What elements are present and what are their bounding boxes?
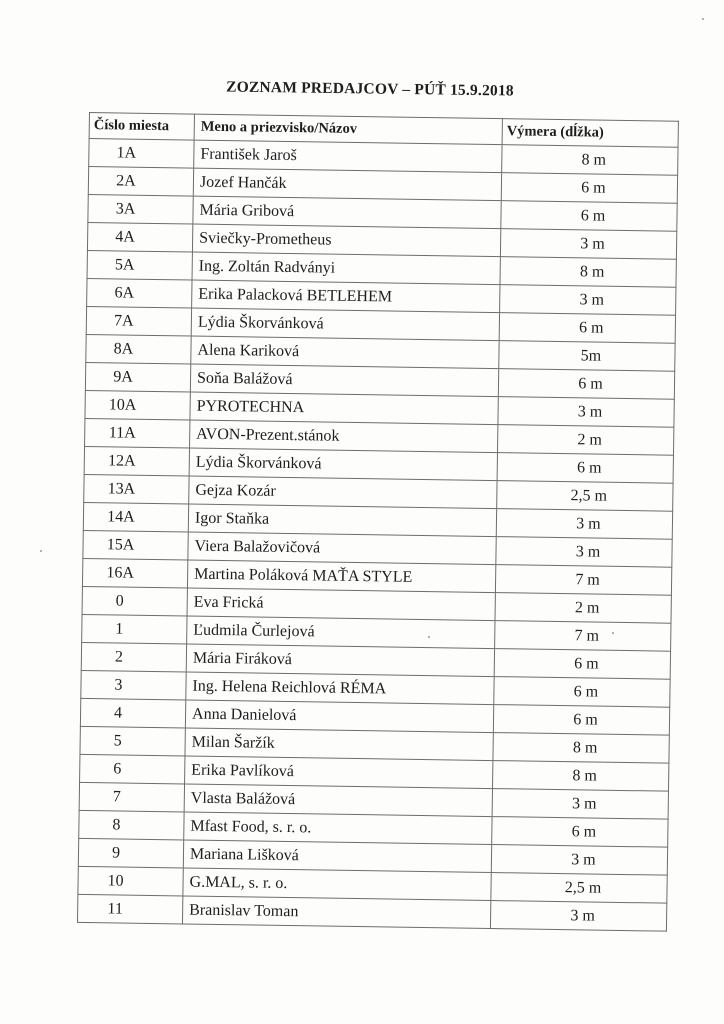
header-area: Výmera (dĺžka) <box>502 119 678 148</box>
cell-name: Mariana Lišková <box>183 840 491 873</box>
header-name: Meno a priezvisko/Názov <box>194 114 502 145</box>
cell-area: 3 m <box>496 509 672 540</box>
cell-area: 8 m <box>502 145 678 176</box>
cell-name: Jozef Hančák <box>193 168 501 201</box>
cell-name: Erika Pavlíková <box>185 756 493 789</box>
cell-name: Viera Balažovičová <box>188 532 496 565</box>
cell-place: 12A <box>84 446 189 476</box>
cell-place: 2A <box>88 167 193 197</box>
scan-speck <box>40 550 42 552</box>
cell-name: Eva Frická <box>187 588 495 621</box>
cell-name: G.MAL, s. r. o. <box>183 868 491 901</box>
cell-place: 16A <box>82 558 187 588</box>
document-title: ZOZNAM PREDAJCOV – PÚŤ 15.9.2018 <box>226 78 514 100</box>
cell-name: Lýdia Škorvánková <box>191 308 499 341</box>
cell-place: 10A <box>85 390 190 420</box>
vendor-table <box>77 112 679 932</box>
cell-area: 3 m <box>500 285 676 316</box>
cell-area: 6 m <box>493 705 669 736</box>
cell-name: AVON-Prezent.stánok <box>190 420 498 453</box>
cell-area: 2 m <box>497 425 673 456</box>
cell-place: 8A <box>86 334 191 364</box>
cell-name: Sviečky-Prometheus <box>192 224 500 257</box>
scan-speck <box>612 632 614 634</box>
cell-name: Branislav Toman <box>182 896 490 929</box>
cell-name: Milan Šaržík <box>185 728 493 761</box>
cell-name: Martina Poláková MAŤA STYLE <box>187 560 495 593</box>
cell-area: 3 m <box>492 789 668 820</box>
cell-area: 2,5 m <box>497 481 673 512</box>
cell-area: 7 m <box>495 565 671 596</box>
cell-name: Lýdia Škorvánková <box>189 448 497 481</box>
cell-area: 3 m <box>498 397 674 428</box>
cell-name: Erika Palacková BETLEHEM <box>192 280 500 313</box>
cell-area: 6 m <box>492 817 668 848</box>
cell-name: PYROTECHNA <box>190 392 498 425</box>
cell-place: 5 <box>80 726 185 756</box>
cell-place: 1 <box>82 614 187 644</box>
cell-area: 2 m <box>495 593 671 624</box>
cell-place: 5A <box>87 250 192 280</box>
cell-area: 6 m <box>494 649 670 680</box>
cell-name: František Jaroš <box>194 140 502 173</box>
cell-area: 3 m <box>490 901 666 932</box>
scan-speck <box>702 18 704 20</box>
cell-place: 11 <box>77 894 182 924</box>
cell-area: 6 m <box>501 201 677 232</box>
cell-place: 8 <box>79 810 184 840</box>
cell-name: Soňa Balážová <box>190 364 498 397</box>
cell-place: 15A <box>83 530 188 560</box>
cell-area: 6 m <box>494 677 670 708</box>
cell-area: 3 m <box>500 229 676 260</box>
cell-name: Mfast Food, s. r. o. <box>184 812 492 845</box>
cell-place: 6 <box>80 754 185 784</box>
cell-name: Mária Firáková <box>186 644 494 677</box>
cell-area: 8 m <box>493 733 669 764</box>
cell-name: Gejza Kozár <box>189 476 497 509</box>
cell-name: Ing. Helena Reichlová RÉMA <box>186 672 494 705</box>
cell-name: Vlasta Balážová <box>184 784 492 817</box>
scan-speck <box>428 636 430 638</box>
cell-name: Ľudmila Čurlejová <box>187 616 495 649</box>
cell-area: 3 m <box>496 537 672 568</box>
cell-place: 14A <box>83 502 188 532</box>
header-place-number: Číslo miesta <box>89 113 194 141</box>
cell-area: 8 m <box>500 257 676 288</box>
cell-name: Igor Staňka <box>188 504 496 537</box>
cell-place: 13A <box>84 474 189 504</box>
cell-name: Ing. Zoltán Radványi <box>192 252 500 285</box>
cell-place: 6A <box>87 278 192 308</box>
cell-area: 6 m <box>497 453 673 484</box>
cell-area: 7 m <box>495 621 671 652</box>
cell-area: 8 m <box>493 761 669 792</box>
vendor-table-wrapper <box>77 112 679 932</box>
cell-name: Mária Gribová <box>193 196 501 229</box>
cell-place: 9A <box>85 362 190 392</box>
vendor-table-body <box>77 139 678 932</box>
cell-place: 3 <box>81 670 186 700</box>
cell-place: 11A <box>85 418 190 448</box>
cell-name: Anna Danielová <box>185 700 493 733</box>
cell-place: 4A <box>87 222 192 252</box>
cell-place: 3A <box>88 194 193 224</box>
cell-place: 7A <box>86 306 191 336</box>
cell-place: 10 <box>78 866 183 896</box>
cell-place: 4 <box>80 698 185 728</box>
cell-area: 5m <box>499 341 675 372</box>
cell-area: 2,5 m <box>491 873 667 904</box>
cell-area: 3 m <box>491 845 667 876</box>
cell-place: 2 <box>81 642 186 672</box>
cell-place: 0 <box>82 586 187 616</box>
cell-name: Alena Kariková <box>191 336 499 369</box>
cell-place: 7 <box>79 782 184 812</box>
cell-place: 1A <box>89 139 194 169</box>
cell-area: 6 m <box>498 369 674 400</box>
cell-area: 6 m <box>501 173 677 204</box>
cell-area: 6 m <box>499 313 675 344</box>
cell-place: 9 <box>78 838 183 868</box>
